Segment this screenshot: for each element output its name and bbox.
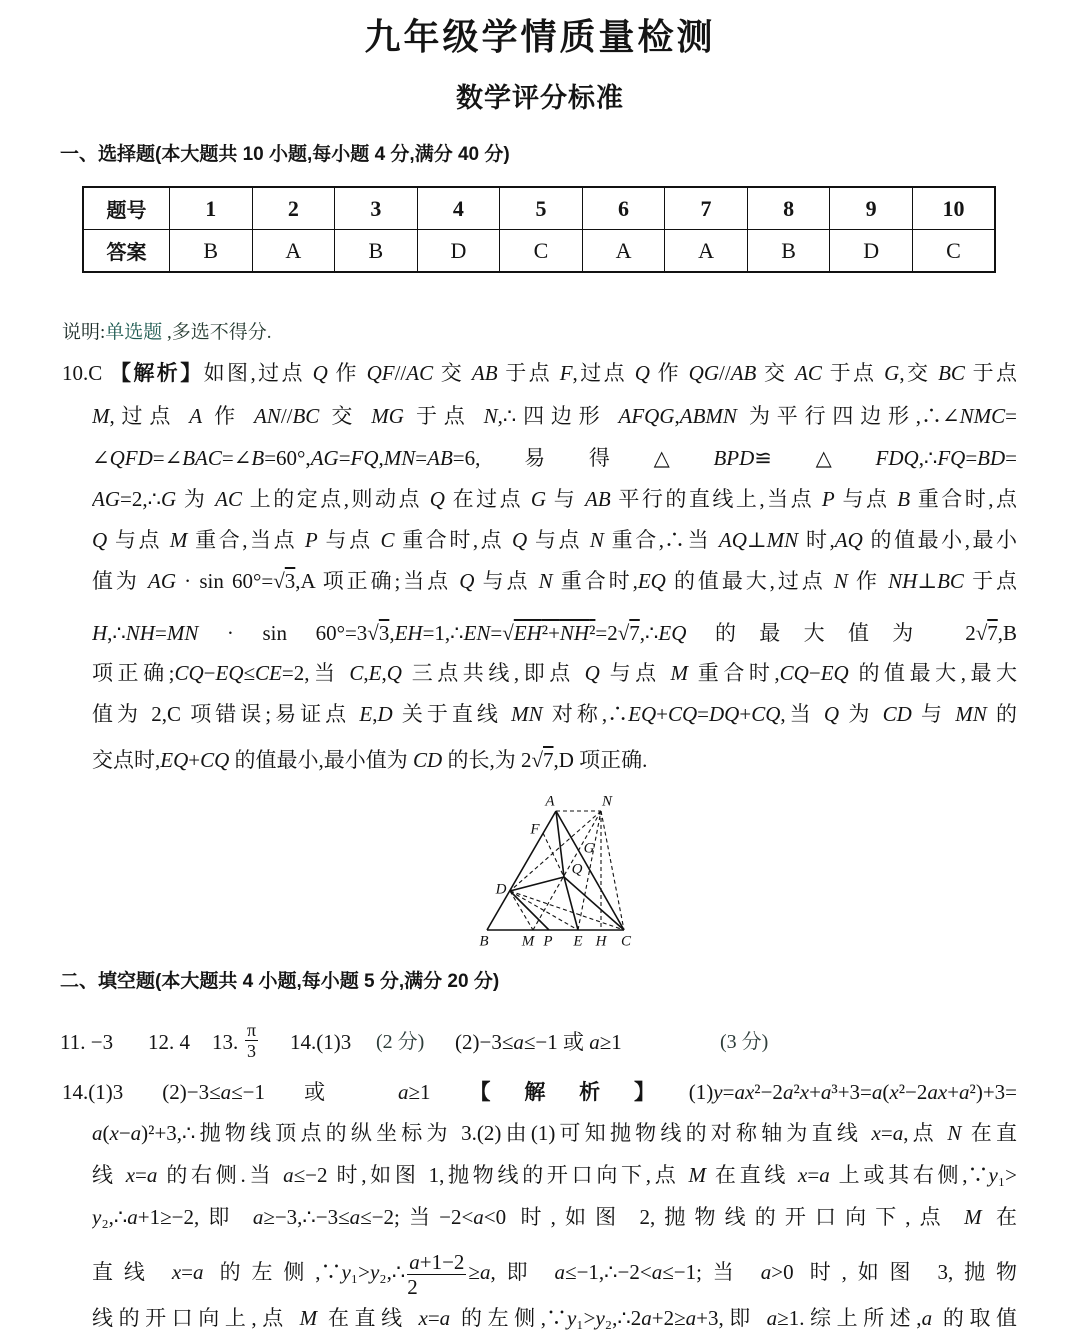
answer-cell: B bbox=[747, 230, 830, 273]
q10-line-6: 值为 AG · sin 60°=√3,A 项正确;当点 Q 与点 N 重合时,EQ 的值最大,过点 N 作 NH⊥BC 于点 bbox=[92, 569, 1017, 593]
question-number: 8 bbox=[747, 187, 830, 230]
question-number: 10 bbox=[912, 187, 995, 230]
page-title: 九年级学情质量检测 bbox=[364, 16, 716, 57]
q10-text: =2√7,∴EQ 的最大值为 2√7, bbox=[595, 621, 1003, 645]
q10-text: 如图,过点 Q 作 QF//AC 交 AB 于点 F,过点 Q 作 QG//AB 交 AC 于点 G,交 BC 于点 bbox=[203, 361, 1017, 385]
q14-text: ≥a,即 a≤−1,∴−2<a≤−1;当 a>0 时,如图 3,抛物 bbox=[468, 1260, 1017, 1284]
answer-cell: D bbox=[830, 230, 913, 273]
q10-line-10: 交点时,EQ+CQ 的值最小,最小值为 CD 的长,为 2√7,D 项正确. bbox=[92, 748, 648, 772]
q14-text: 直线 x=a 的左侧,∵y₁>y₂,∴ bbox=[92, 1260, 406, 1284]
answer-cell: A bbox=[665, 230, 748, 273]
q14-line-2: a(x−a)²+3,∴抛物线顶点的纵坐标为 3.(2)由(1)可知抛物线的对称轴为直线 x=a,点 N 在直 bbox=[92, 1121, 1017, 1145]
answer-14-part1-score: (2 分) bbox=[376, 1031, 425, 1053]
question-number: 5 bbox=[500, 187, 583, 230]
q14-line-3: 线 x=a 的右侧.当 a≤−2 时,如图 1,抛物线的开口向下,点 M 在直线 x=a 上或其右侧,∵y₁> bbox=[92, 1163, 1017, 1187]
point-label-F: F bbox=[530, 821, 540, 838]
q14-answer-prefix: 14.(1)3 (2)−3≤a≤−1 或 a≥1 bbox=[62, 1080, 431, 1104]
q10-analysis-tag: 【解析】 bbox=[109, 361, 204, 385]
answer-cell: C bbox=[500, 230, 583, 273]
point-label-C: C bbox=[620, 933, 632, 950]
q14-text: (1)y=ax²−2a²x+a³+3=a(x²−2ax+a²)+3= bbox=[688, 1080, 1017, 1104]
fraction bbox=[407, 1250, 466, 1299]
answer-table bbox=[82, 186, 996, 273]
answer-cell: B bbox=[170, 230, 253, 273]
point-label-B: B bbox=[479, 933, 489, 950]
scoring-note bbox=[62, 320, 272, 346]
point-label-P: P bbox=[543, 933, 553, 950]
question-number: 1 bbox=[170, 187, 253, 230]
segment-AB-solid bbox=[487, 811, 556, 930]
segment-QC-solid bbox=[564, 877, 624, 930]
option-label: B bbox=[1002, 621, 1017, 645]
answer-cell: B bbox=[335, 230, 418, 273]
question-number: 6 bbox=[582, 187, 665, 230]
point-label-G: G bbox=[583, 840, 595, 857]
point-label-D: D bbox=[495, 881, 507, 898]
fill-in-answers bbox=[0, 1020, 1080, 1064]
segment-AC-solid bbox=[556, 811, 624, 930]
answer-cell: D bbox=[417, 230, 500, 273]
question-number: 9 bbox=[830, 187, 913, 230]
page-subtitle: 数学评分标准 bbox=[456, 83, 624, 113]
q10-line-9: 值为 2,C 项错误;易证点 E,D 关于直线 MN 对称,∴EQ+CQ=DQ+CQ,当 Q 为 CD 与 MN 的 bbox=[92, 702, 1017, 726]
point-label-A: A bbox=[545, 793, 555, 810]
answer-13-fraction bbox=[245, 1020, 258, 1061]
q14-line-4: y₂,∴a+1≥−2,即 a≥−3,∴−3≤a≤−2;当−2<a<0 时,如图 2,抛物线的开口向下,点 M 在 bbox=[92, 1205, 1017, 1229]
q10-line-5: Q 与点 M 重合,当点 P 与点 C 重合时,点 Q 与点 N 重合,∴当 AQ⊥MN 时,AQ 的值最小,最小 bbox=[92, 528, 1017, 552]
answer-cell: C bbox=[912, 230, 995, 273]
point-label-E: E bbox=[573, 933, 583, 950]
q14-line-6: 线的开口向上,点 M 在直线 x=a 的左侧,∵y₁>y₂,∴2a+2≥a+3,即 a≥1.综上所述,a 的取值 bbox=[92, 1306, 1017, 1330]
answer-cell: A bbox=[252, 230, 335, 273]
question-number: 2 bbox=[252, 187, 335, 230]
segment-QE-solid bbox=[564, 877, 578, 930]
q10-line-8: 项正确;CQ−EQ≤CE=2,当 C,E,Q 三点共线,即点 Q 与点 M 重合时,CQ−EQ 的值最大,最大 bbox=[92, 661, 1017, 685]
question-number: 7 bbox=[665, 187, 748, 230]
q10-line-3: ∠QFD=∠BAC=∠B=60°,AG=FQ,MN=AB=6,易得△BPD≌△FDQ,∴FQ=BD= bbox=[92, 446, 1017, 470]
fraction-denominator: 3 bbox=[247, 1041, 257, 1061]
section-heading-multiple-choice: 一、选择题(本大题共 10 小题,每小题 4 分,满分 40 分) bbox=[60, 144, 510, 165]
point-label-H: H bbox=[595, 933, 607, 950]
question-number: 3 bbox=[335, 187, 418, 230]
answer-11: 11. −3 bbox=[60, 1030, 114, 1054]
point-label-M: M bbox=[521, 933, 535, 950]
answer-14-part2-score: (3 分) bbox=[720, 1031, 769, 1053]
sqrt-radicand: EH²+NH² bbox=[513, 621, 596, 645]
answer-13-label: 13. bbox=[212, 1030, 239, 1054]
section-heading-fill-in: 二、填空题(本大题共 4 小题,每小题 5 分,满分 20 分) bbox=[60, 971, 500, 992]
note-text: ,多选不得分. bbox=[162, 322, 272, 343]
q10-line-4: AG=2,∴G 为 AC 上的定点,则动点 Q 在过点 G 与 AB 平行的直线上,当点 P 与点 B 重合时,点 bbox=[92, 487, 1017, 511]
note-highlight: 单选题 bbox=[105, 322, 163, 343]
q10-line-7 bbox=[92, 615, 1017, 651]
point-label-N: N bbox=[601, 793, 613, 810]
fraction-denominator: 2 bbox=[407, 1274, 418, 1299]
q14-analysis-tag: 【解析】 bbox=[469, 1080, 689, 1104]
q10-text: H,∴NH=MN · sin 60°=3√3,EH=1,∴EN= bbox=[92, 621, 503, 645]
segment-DQ-solid bbox=[510, 877, 564, 891]
answer-12: 12. 4 bbox=[148, 1030, 190, 1054]
fraction-numerator: a+1−2 bbox=[409, 1249, 465, 1274]
answer-14-part2: (2)−3≤a≤−1 或 a≥1 bbox=[455, 1030, 622, 1054]
question-number: 4 bbox=[417, 187, 500, 230]
point-label-Q: Q bbox=[571, 861, 583, 878]
sqrt-symbol: √ bbox=[502, 621, 514, 645]
q10-number: 10.C bbox=[62, 361, 103, 385]
q10-line-2: M,过点 A 作 AN//BC 交 MG 于点 N,∴四边形 AFQG,ABMN 为平行四边形,∴∠NMC= bbox=[92, 404, 1017, 428]
q14-line-5 bbox=[92, 1241, 1017, 1303]
geometry-figure bbox=[470, 790, 645, 950]
row-header-question-number: 题号 bbox=[83, 187, 170, 230]
answer-row bbox=[83, 230, 995, 273]
q10-line-1 bbox=[62, 357, 1017, 389]
fraction-numerator: π bbox=[247, 1020, 257, 1040]
answer-cell: A bbox=[582, 230, 665, 273]
note-label: 说明: bbox=[62, 322, 106, 343]
row-header-answer: 答案 bbox=[83, 230, 170, 273]
question-number-row bbox=[83, 187, 995, 230]
answer-14-part1: 14.(1)3 bbox=[290, 1030, 352, 1054]
q14-line-1 bbox=[62, 1076, 1017, 1108]
